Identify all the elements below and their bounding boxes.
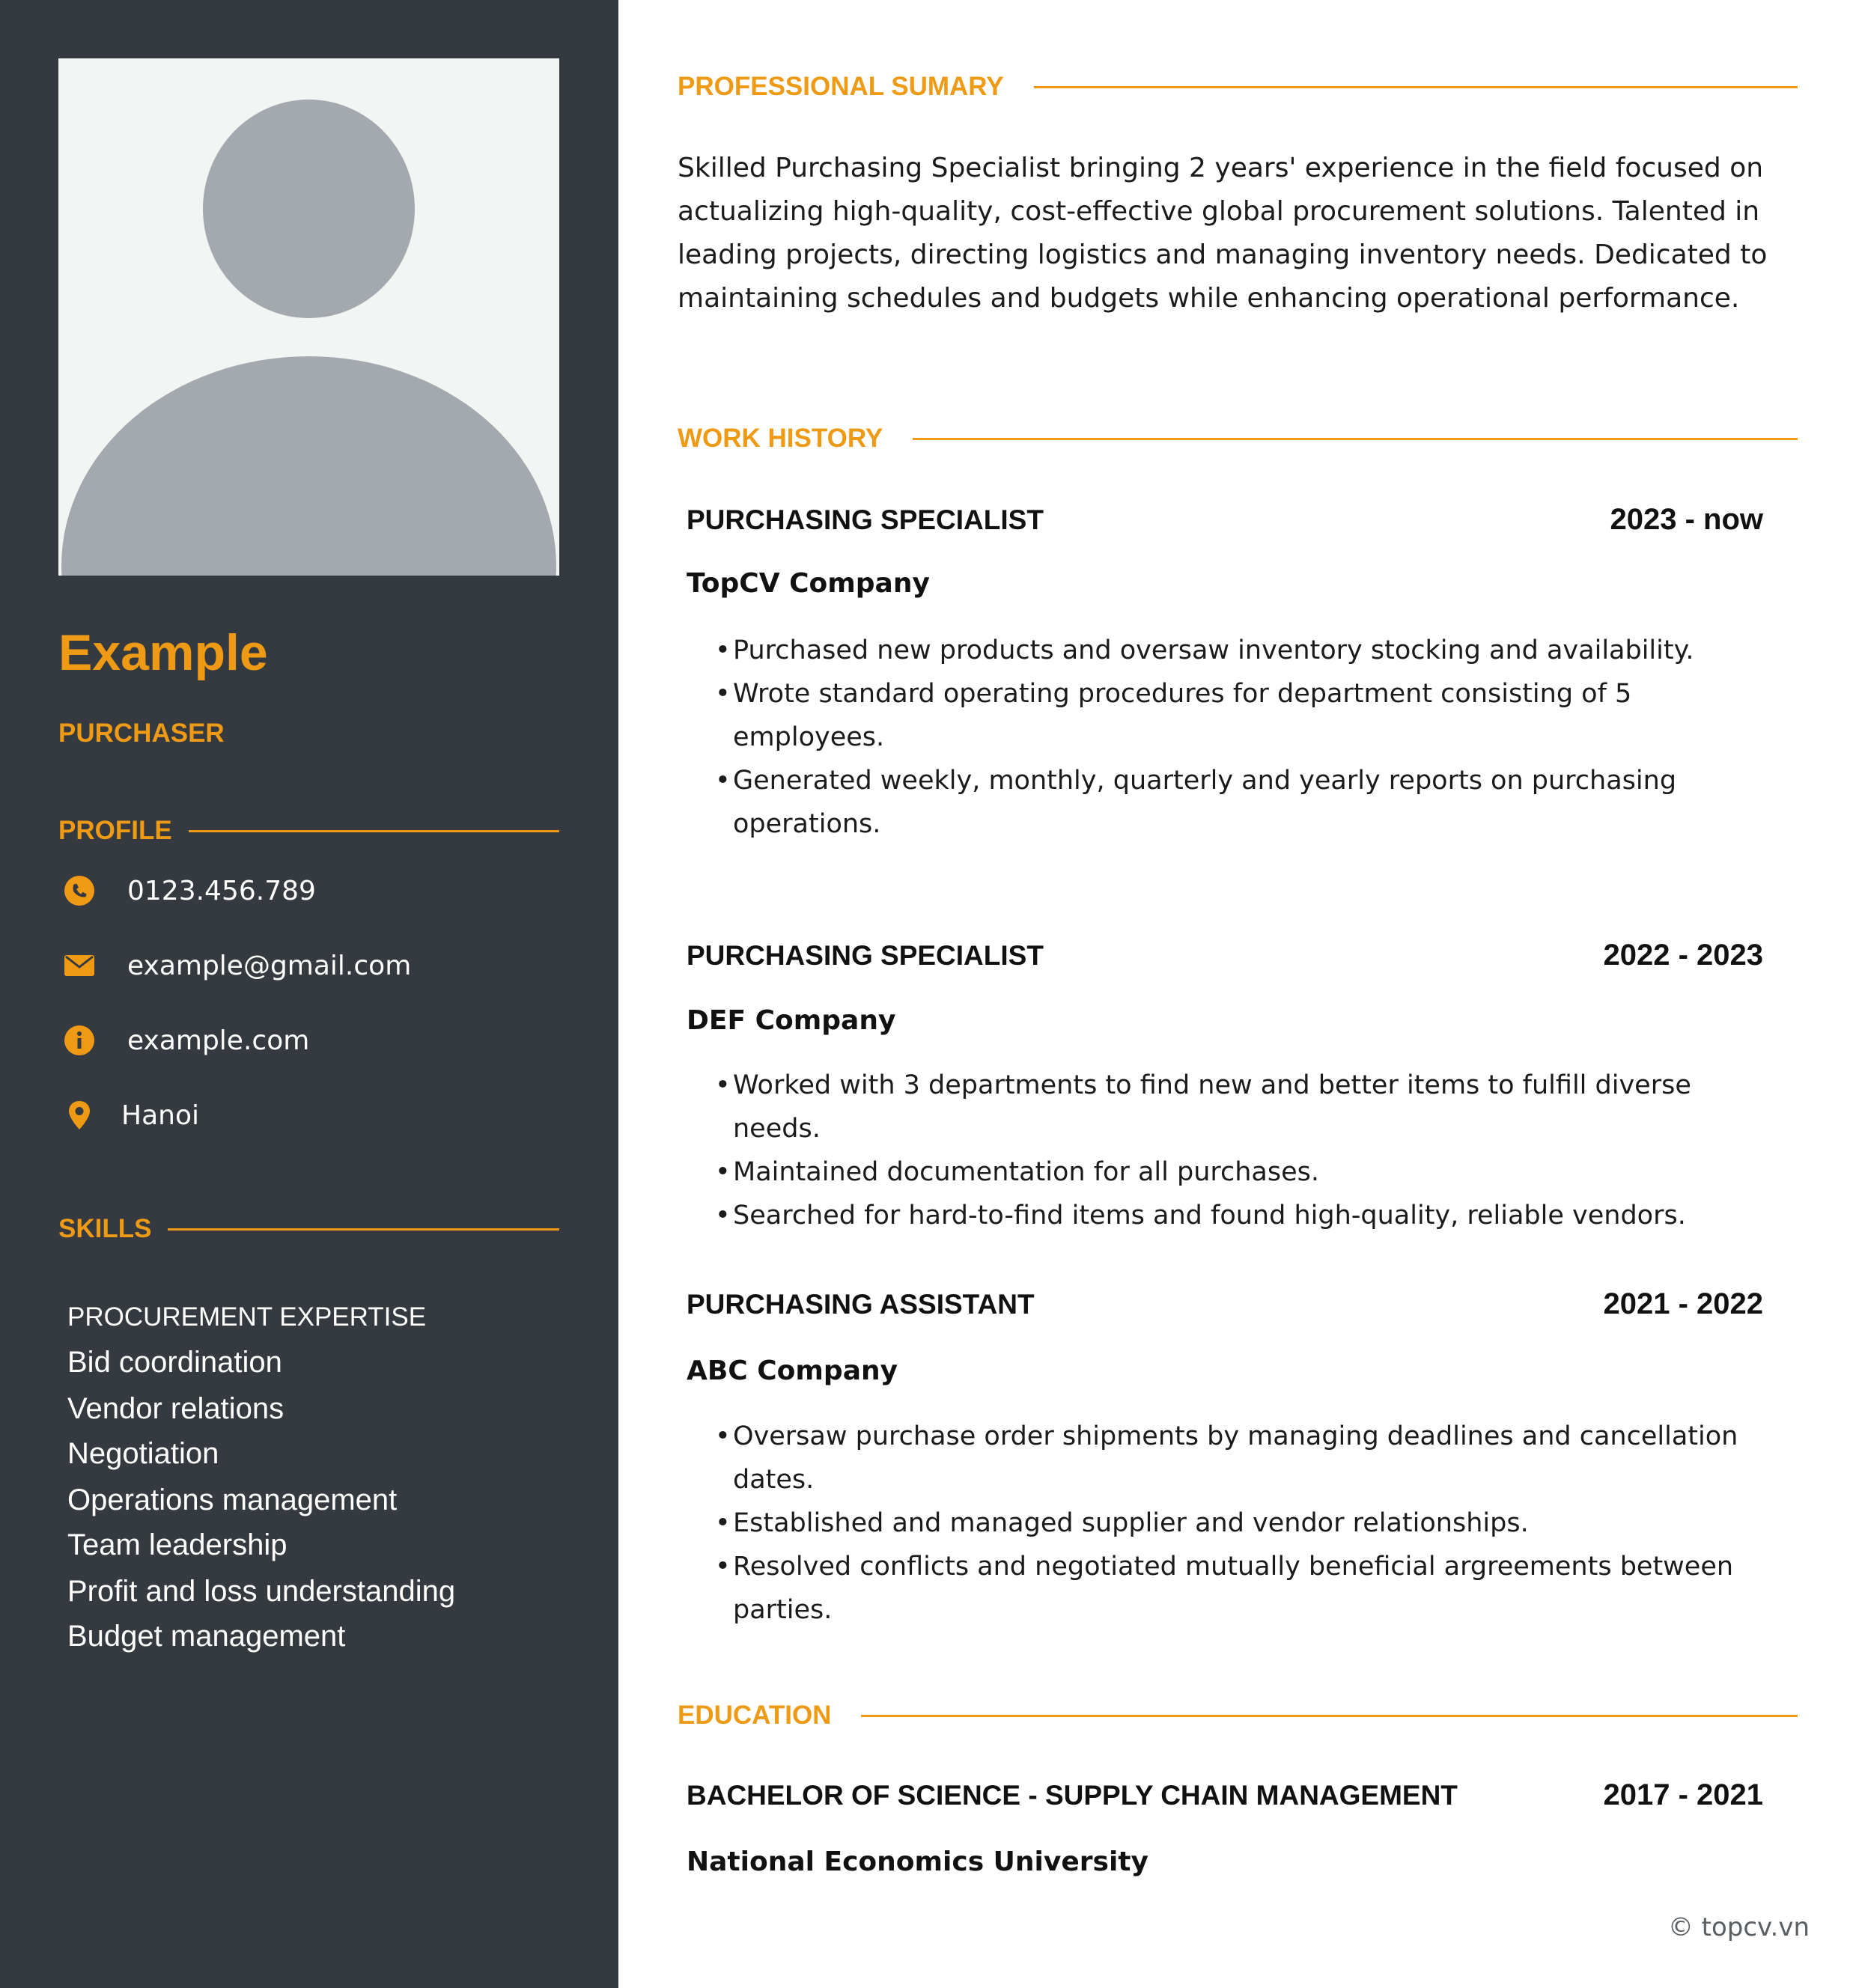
job-bullet: • Resolved conflicts and negotiated mutually beneficial argreements between parties. <box>715 1545 1786 1632</box>
job-bullet: • Wrote standard operating procedures for department consisting of 5 employees. <box>715 672 1786 759</box>
job-company: ABC Company <box>687 1356 898 1386</box>
education-heading-rule <box>861 1715 1798 1717</box>
job-bullet: • Purchased new products and oversaw inventory stocking and availability. <box>715 629 1786 672</box>
candidate-role: PURCHASER <box>58 719 225 748</box>
skill-item: Profit and loss understanding <box>67 1575 456 1608</box>
job-years: 2021 - 2022 <box>1603 1287 1763 1320</box>
sidebar <box>0 0 618 1988</box>
email-text: example@gmail.com <box>127 950 412 981</box>
work-history-heading <box>678 422 1798 455</box>
education-years: 2017 - 2021 <box>1603 1778 1763 1811</box>
work-history-heading-label: WORK HISTORY <box>678 424 883 453</box>
info-icon <box>63 1024 96 1057</box>
job-title: PURCHASING SPECIALIST <box>687 504 1044 535</box>
job-bullets <box>715 1064 1786 1237</box>
summary-heading <box>678 70 1798 103</box>
job-bullets <box>715 629 1786 846</box>
education-heading-label: EDUCATION <box>678 1701 832 1730</box>
job-bullet: • Oversaw purchase order shipments by managing deadlines and cancellation dates. <box>715 1415 1786 1501</box>
skill-item: Team leadership <box>67 1528 287 1561</box>
job-years: 2022 - 2023 <box>1603 939 1763 972</box>
website-text: example.com <box>127 1025 310 1056</box>
job-company: TopCV Company <box>687 568 930 599</box>
skill-item: Budget management <box>67 1620 346 1653</box>
job-bullet: • Generated weekly, monthly, quarterly and yearly reports on purchasing operations. <box>715 759 1786 846</box>
watermark: © topcv.vn <box>1667 1912 1810 1942</box>
map-pin-icon <box>63 1099 96 1132</box>
degree-title: BACHELOR OF SCIENCE - SUPPLY CHAIN MANAGEMENT <box>687 1780 1458 1811</box>
skills-group-title: PROCUREMENT EXPERTISE <box>67 1302 427 1332</box>
summary-heading-label: PROFESSIONAL SUMARY <box>678 72 1004 101</box>
skills-heading-rule <box>168 1228 559 1231</box>
avatar-head <box>203 100 415 318</box>
job-company: DEF Company <box>687 1005 896 1036</box>
job-bullet: • Established and managed supplier and vendor relationships. <box>715 1501 1786 1545</box>
skill-item: Vendor relations <box>67 1392 285 1425</box>
job-bullet: • Worked with 3 departments to find new and better items to fulfill diverse needs. <box>715 1064 1786 1150</box>
skill-item: Negotiation <box>67 1437 219 1470</box>
profile-heading-label: PROFILE <box>58 816 172 845</box>
job-bullet: • Maintained documentation for all purchases. <box>715 1150 1786 1194</box>
candidate-name: Example <box>58 624 268 681</box>
job-bullet: • Searched for hard-to-find items and found high-quality, reliable vendors. <box>715 1194 1786 1237</box>
summary-heading-rule <box>1034 86 1798 88</box>
school-name: National Economics University <box>687 1847 1148 1877</box>
contact-website <box>63 1024 309 1057</box>
job-title: PURCHASING SPECIALIST <box>687 940 1044 971</box>
job-title: PURCHASING ASSISTANT <box>687 1289 1035 1320</box>
phone-icon <box>63 874 96 907</box>
education-heading <box>678 1699 1798 1732</box>
contact-email <box>63 949 411 982</box>
skill-item: Operations management <box>67 1484 398 1516</box>
phone-text: 0123.456.789 <box>127 875 316 906</box>
skill-item: Bid coordination <box>67 1346 282 1379</box>
avatar <box>58 58 559 576</box>
profile-heading <box>58 816 559 846</box>
location-text: Hanoi <box>121 1100 199 1131</box>
skills-heading-label: SKILLS <box>58 1214 152 1243</box>
contact-location <box>63 1099 199 1132</box>
job-years: 2023 - now <box>1610 503 1763 536</box>
envelope-icon <box>63 949 96 982</box>
contact-phone <box>63 874 316 907</box>
avatar-body <box>61 356 556 576</box>
job-bullets <box>715 1415 1786 1632</box>
profile-heading-rule <box>189 830 559 832</box>
work-history-heading-rule <box>913 438 1798 440</box>
summary-text: Skilled Purchasing Specialist bringing 2 years' experience in the field focused on actualizing high-quality, cost-effective global procurement solutions. Talented in leading projects, directing logistics and managing inventory needs. Dedicated to maintaining schedules and budgets while enhancing operational performance. <box>678 153 1768 314</box>
skills-heading <box>58 1214 559 1244</box>
